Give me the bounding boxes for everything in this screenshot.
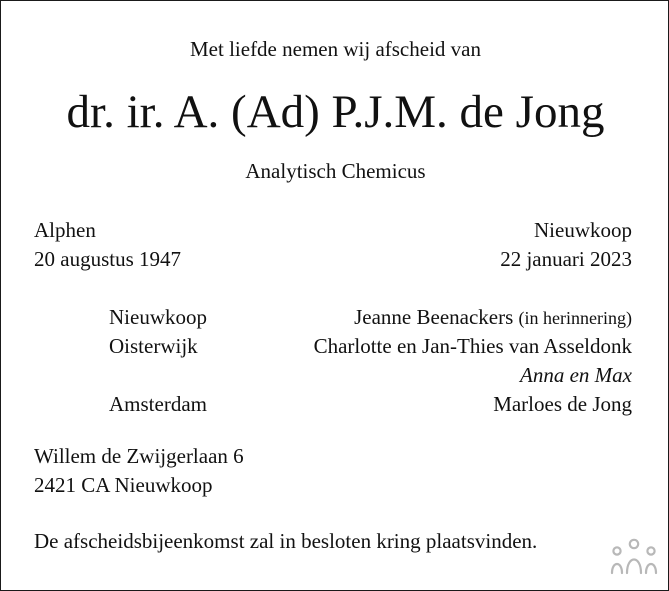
birth-date: 20 augustus 1947 (34, 247, 181, 271)
address-street: Willem de Zwijgerlaan 6 (34, 444, 244, 468)
address-postal-city: 2421 CA Nieuwkoop (34, 473, 213, 497)
grandchildren-names: Anna en Max (520, 363, 632, 387)
intro-line: Met liefde nemen wij afscheid van (190, 37, 481, 61)
relative-names (354, 305, 632, 330)
death-place: Nieuwkoop (534, 218, 632, 242)
relative-name: Jeanne Beenackers (354, 305, 514, 329)
relative-note: (in herinnering) (518, 308, 632, 328)
birth-place: Alphen (34, 218, 96, 242)
relative-names: Charlotte en Jan-Thies van Asseldonk (313, 334, 632, 358)
family-people-icon (609, 538, 659, 578)
deceased-name: dr. ir. A. (Ad) P.J.M. de Jong (66, 86, 605, 138)
occupation: Analytisch Chemicus (245, 159, 426, 183)
relative-city: Nieuwkoop (109, 305, 207, 329)
relative-city: Amsterdam (109, 392, 207, 416)
relative-names: Marloes de Jong (493, 392, 632, 416)
relative-city: Oisterwijk (109, 334, 198, 358)
death-date: 22 januari 2023 (500, 247, 632, 271)
closing-text: De afscheidsbijeenkomst zal in besloten kring plaatsvinden. (34, 529, 538, 553)
